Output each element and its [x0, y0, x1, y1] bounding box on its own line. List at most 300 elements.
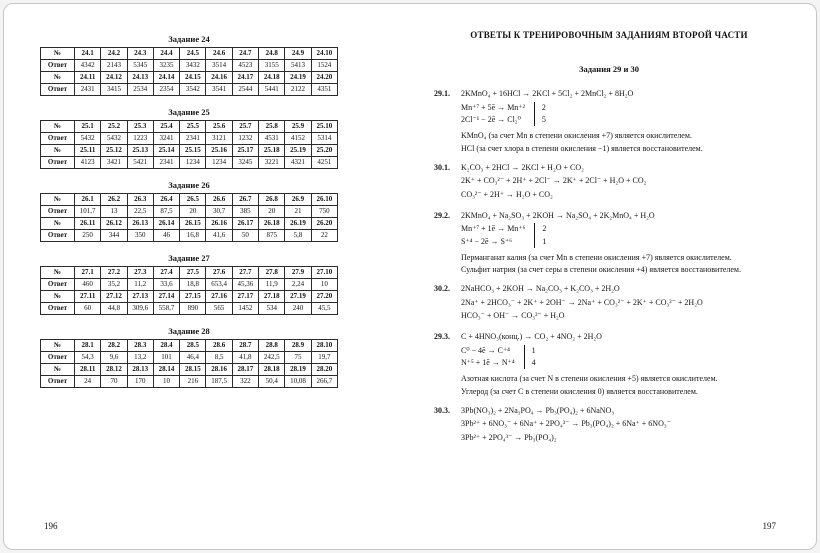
task-number-cell: 24.8 — [259, 48, 285, 60]
answer-cell: 1232 — [232, 133, 258, 145]
task-number-cell: 25.9 — [285, 121, 311, 133]
answer-cell: 653,4 — [206, 279, 232, 291]
problem-number: 29.3. — [434, 332, 450, 342]
answer-cell: 101,7 — [75, 206, 101, 218]
task-number-cell: 26.9 — [285, 194, 311, 206]
answer-cell: 350 — [127, 230, 153, 242]
half-reaction: S⁺⁴ − 2ē → S⁺⁶ — [461, 236, 512, 246]
answer-cell: 3245 — [232, 157, 258, 169]
explanation-text: Углерод (за счет C в степени окисления 0) является восстановителем. — [461, 386, 698, 396]
chemical-equation: C + 4HNO₃(конц.) → CO₂ + 4NO₂ + 2H₂O — [461, 332, 602, 342]
answer-cell: 46 — [153, 230, 179, 242]
task-number-cell: 28.17 — [232, 364, 258, 376]
answer-cell: 3415 — [101, 84, 127, 96]
task-number-cell: 27.6 — [206, 267, 232, 279]
explanation-text: Азотная кислота (за счет N в степени окисления +5) является окислителем. — [461, 374, 718, 384]
answer-cell: 4321 — [285, 157, 311, 169]
answer-cell: 344 — [101, 230, 127, 242]
answer-cell: 5432 — [75, 133, 101, 145]
half-reaction: Mn⁺⁷ + 5ē → Mn⁺² — [461, 102, 525, 112]
answer-cell: 5,8 — [285, 230, 311, 242]
task-number-cell: 25.4 — [153, 121, 179, 133]
answer-cell: 22,5 — [127, 206, 153, 218]
problem-body — [461, 331, 784, 398]
task-number-cell: 28.2 — [101, 340, 127, 352]
answer-table — [40, 193, 338, 242]
task-number-cell: 25.5 — [180, 121, 206, 133]
table-row — [41, 340, 338, 352]
task-number-cell: 25.18 — [259, 145, 285, 157]
answer-cell: 54,3 — [75, 352, 101, 364]
task-number-cell: 27.5 — [180, 267, 206, 279]
answer-cell: 4152 — [285, 133, 311, 145]
task-number-cell: 25.15 — [180, 145, 206, 157]
answer-cell: 70 — [101, 376, 127, 388]
answer-cell: 8,5 — [206, 352, 232, 364]
explanation-text: Перманганат калия (за счет Mn в степени окисления +7) является окислителем. — [461, 252, 732, 262]
task-number-cell: 28.18 — [259, 364, 285, 376]
explanation-text: HCl (за счет хлора в степени окисления −1) является восстановителем. — [461, 143, 703, 153]
task-number-cell: 24.1 — [75, 48, 101, 60]
table-row — [41, 48, 338, 60]
answer-cell: 1234 — [180, 157, 206, 169]
answer-cell: 250 — [75, 230, 101, 242]
row-label: № — [41, 194, 75, 206]
answer-cell: 534 — [259, 303, 285, 315]
task-number-cell: 28.15 — [180, 364, 206, 376]
problem-number: 30.2. — [434, 284, 450, 294]
answer-cell: 309,6 — [127, 303, 153, 315]
task-number-cell: 26.4 — [153, 194, 179, 206]
row-label: Ответ — [41, 230, 75, 242]
answer-cell: 3514 — [206, 60, 232, 72]
page-number-right: 197 — [762, 521, 776, 531]
problem-body — [461, 210, 784, 277]
answer-cell: 1452 — [232, 303, 258, 315]
table-row — [41, 133, 338, 145]
table-row — [41, 60, 338, 72]
problem — [434, 405, 784, 446]
answer-cell: 2341 — [180, 133, 206, 145]
task-number-cell: 27.1 — [75, 267, 101, 279]
task-number-cell: 26.11 — [75, 218, 101, 230]
answer-cell: 3155 — [259, 60, 285, 72]
chemical-equation: CO₃²⁻ + 2H⁺ → H₂O + CO₂ — [461, 189, 553, 199]
table-row — [41, 291, 338, 303]
half-reaction: N⁺⁵ + 1ē → N⁺⁴ — [461, 358, 515, 368]
table-row — [41, 230, 338, 242]
answer-table — [40, 266, 338, 315]
answer-table — [40, 339, 338, 388]
answer-cell: 18,8 — [180, 279, 206, 291]
explanation-text: Сульфит натрия (за счет серы в степени окисления +4) является восстановителем. — [461, 265, 741, 275]
task-number-cell: 24.10 — [311, 48, 337, 60]
answer-cell: 750 — [311, 206, 337, 218]
task-number-cell: 26.10 — [311, 194, 337, 206]
answer-cell: 216 — [180, 376, 206, 388]
table-row — [41, 279, 338, 291]
answer-cell: 385 — [232, 206, 258, 218]
task-number-cell: 24.15 — [180, 72, 206, 84]
task-number-cell: 25.17 — [232, 145, 258, 157]
row-label: № — [41, 267, 75, 279]
balance-multipliers — [525, 345, 536, 370]
task-number-cell: 24.4 — [153, 48, 179, 60]
answer-cell: 2544 — [232, 84, 258, 96]
answer-cell: 10 — [311, 279, 337, 291]
answer-cell: 20 — [259, 206, 285, 218]
table-row — [41, 303, 338, 315]
task-number-cell: 28.9 — [285, 340, 311, 352]
task-number-cell: 25.20 — [311, 145, 337, 157]
task-number-cell: 28.10 — [311, 340, 337, 352]
answer-cell: 20 — [180, 206, 206, 218]
multiplier: 1 — [531, 345, 536, 355]
half-reactions-block — [461, 223, 784, 248]
answer-cell: 50,4 — [259, 376, 285, 388]
task-number-cell: 28.11 — [75, 364, 101, 376]
task-number-cell: 28.13 — [127, 364, 153, 376]
chemical-equation: 3Pb²⁺ + 2PO₄³⁻ → Pb₃(PO₄)₂ — [461, 433, 557, 442]
table-row — [41, 84, 338, 96]
answer-cell: 266,7 — [311, 376, 337, 388]
answer-cell: 3541 — [206, 84, 232, 96]
answer-cell: 5314 — [311, 133, 337, 145]
problem-number: 30.1. — [434, 162, 450, 172]
task-number-cell: 26.7 — [232, 194, 258, 206]
multiplier: 4 — [531, 358, 536, 368]
answer-cell: 41,6 — [206, 230, 232, 242]
answer-cell: 2534 — [127, 84, 153, 96]
answer-cell: 75 — [285, 352, 311, 364]
answer-cell: 16,8 — [180, 230, 206, 242]
task-number-cell: 27.2 — [101, 267, 127, 279]
answer-cell: 5413 — [285, 60, 311, 72]
answer-cell: 187,5 — [206, 376, 232, 388]
half-reaction-equations — [461, 345, 525, 370]
answer-cell: 3542 — [180, 84, 206, 96]
answer-cell: 11,9 — [259, 279, 285, 291]
answer-cell: 1223 — [127, 133, 153, 145]
table-row — [41, 194, 338, 206]
task-number-cell: 25.12 — [101, 145, 127, 157]
problem — [434, 88, 784, 155]
task-number-cell: 26.6 — [206, 194, 232, 206]
answer-cell: 44,8 — [101, 303, 127, 315]
answer-cell: 10 — [153, 376, 179, 388]
task-number-cell: 26.17 — [232, 218, 258, 230]
row-label: Ответ — [41, 303, 75, 315]
problem-number: 29.2. — [434, 210, 450, 220]
answer-cell: 4123 — [75, 157, 101, 169]
answer-cell: 890 — [180, 303, 206, 315]
task-number-cell: 27.9 — [285, 267, 311, 279]
problem-body — [461, 162, 784, 203]
task-number-cell: 24.6 — [206, 48, 232, 60]
chemical-equation: 2KMnO₄ + 16HCl → 2KCl + 5Cl₂ + 2MnCl₂ + 8H₂O — [461, 89, 634, 98]
answer-cell: 3432 — [180, 60, 206, 72]
task-number-cell: 27.10 — [311, 267, 337, 279]
subsection-header: Задания 29 и 30 — [579, 64, 639, 74]
task-number-cell: 28.1 — [75, 340, 101, 352]
chemical-equation: 3Pb²⁺ + 6NO₃⁻ + 6Na⁺ + 2PO₄³⁻ → Pb₃(PO₄)₂ + 6Na⁺ + 6NO₃⁻ — [461, 419, 671, 429]
task-number-cell: 27.7 — [232, 267, 258, 279]
chemical-equation: 2K⁺ + CO₃²⁻ + 2H⁺ + 2Cl⁻ → 2K⁺ + 2Cl⁻ + H₂O + CO₂ — [461, 176, 647, 186]
table-row — [41, 206, 338, 218]
problem-body — [461, 88, 784, 155]
answer-cell: 41,8 — [232, 352, 258, 364]
table-row — [41, 352, 338, 364]
page-right — [434, 4, 784, 551]
answer-cell: 4531 — [259, 133, 285, 145]
page-number-left: 196 — [44, 521, 58, 531]
half-reaction: 2Cl⁻¹ − 2ē → Cl₂⁰ — [461, 114, 521, 124]
table-row — [41, 72, 338, 84]
answer-cell: 4342 — [75, 60, 101, 72]
task-number-cell: 27.3 — [127, 267, 153, 279]
problem — [434, 210, 784, 277]
answer-cell: 60 — [75, 303, 101, 315]
row-label: № — [41, 145, 75, 157]
multiplier: 2 — [542, 224, 547, 234]
answer-cell: 3221 — [259, 157, 285, 169]
answer-cell: 2354 — [153, 84, 179, 96]
task-number-cell: 25.8 — [259, 121, 285, 133]
answer-cell: 35,2 — [101, 279, 127, 291]
row-label: Ответ — [41, 376, 75, 388]
answer-cell: 170 — [127, 376, 153, 388]
task-number-cell: 25.11 — [75, 145, 101, 157]
task-number-cell: 24.19 — [285, 72, 311, 84]
task-number-cell: 27.4 — [153, 267, 179, 279]
answer-cell: 24 — [75, 376, 101, 388]
multiplier: 2 — [541, 102, 546, 112]
answer-table-section — [40, 107, 380, 169]
answer-cell: 46,4 — [180, 352, 206, 364]
row-label: Ответ — [41, 279, 75, 291]
task-number-cell: 26.2 — [101, 194, 127, 206]
task-number-cell: 25.13 — [127, 145, 153, 157]
problems-list — [434, 88, 784, 446]
answer-cell: 2431 — [75, 84, 101, 96]
answer-cell: 2,24 — [285, 279, 311, 291]
task-number-cell: 27.19 — [285, 291, 311, 303]
task-number-cell: 27.17 — [232, 291, 258, 303]
task-number-cell: 25.1 — [75, 121, 101, 133]
answer-cell: 22 — [311, 230, 337, 242]
table-row — [41, 157, 338, 169]
task-number-cell: 28.8 — [259, 340, 285, 352]
table-title: Задание 24 — [168, 34, 210, 44]
row-label: № — [41, 121, 75, 133]
answer-cell: 2143 — [101, 60, 127, 72]
task-number-cell: 27.11 — [75, 291, 101, 303]
task-number-cell: 24.9 — [285, 48, 311, 60]
answer-cell: 101 — [153, 352, 179, 364]
task-number-cell: 24.11 — [75, 72, 101, 84]
answer-cell: 242,5 — [259, 352, 285, 364]
task-number-cell: 25.16 — [206, 145, 232, 157]
answer-cell: 5441 — [259, 84, 285, 96]
task-number-cell: 24.5 — [180, 48, 206, 60]
balance-multipliers — [535, 223, 546, 248]
answer-table-section — [40, 326, 380, 388]
task-number-cell: 27.15 — [180, 291, 206, 303]
answer-cell: 4523 — [232, 60, 258, 72]
answer-cell: 9,6 — [101, 352, 127, 364]
row-label: № — [41, 340, 75, 352]
table-title: Задание 26 — [168, 180, 210, 190]
problem — [434, 331, 784, 398]
table-row — [41, 267, 338, 279]
task-number-cell: 26.8 — [259, 194, 285, 206]
answer-cell: 87,5 — [153, 206, 179, 218]
task-number-cell: 24.14 — [153, 72, 179, 84]
chemical-equation: 2KMnO₄ + Na₂SO₃ + 2KOH → Na₂SO₄ + 2K₂MnO₄ + H₂O — [461, 210, 655, 220]
half-reaction: Mn⁺⁷ + 1ē → Mn⁺⁶ — [461, 224, 526, 234]
task-number-cell: 25.3 — [127, 121, 153, 133]
answer-cell: 1234 — [206, 157, 232, 169]
answer-cell: 33,6 — [153, 279, 179, 291]
task-number-cell: 28.5 — [180, 340, 206, 352]
answer-cell: 4251 — [311, 157, 337, 169]
row-label: № — [41, 364, 75, 376]
answer-cell: 3241 — [153, 133, 179, 145]
row-label: № — [41, 72, 75, 84]
answer-table-section — [40, 253, 380, 315]
row-label: Ответ — [41, 157, 75, 169]
task-number-cell: 28.19 — [285, 364, 311, 376]
book-spread-frame — [3, 3, 817, 550]
half-reaction-equations — [461, 102, 535, 127]
task-number-cell: 24.2 — [101, 48, 127, 60]
task-number-cell: 24.20 — [311, 72, 337, 84]
task-number-cell: 26.12 — [101, 218, 127, 230]
task-number-cell: 27.16 — [206, 291, 232, 303]
task-number-cell: 26.20 — [311, 218, 337, 230]
answer-cell: 875 — [259, 230, 285, 242]
explanation-text: KMnO₄ (за счет Mn в степени окисления +7) является окислителем. — [461, 131, 692, 141]
answer-cell: 1524 — [311, 60, 337, 72]
task-number-cell: 28.16 — [206, 364, 232, 376]
answer-table-section — [40, 180, 380, 242]
answer-cell: 50 — [232, 230, 258, 242]
task-number-cell: 26.16 — [206, 218, 232, 230]
task-number-cell: 27.14 — [153, 291, 179, 303]
task-number-cell: 28.3 — [127, 340, 153, 352]
answer-cell: 3121 — [206, 133, 232, 145]
row-label: № — [41, 48, 75, 60]
chemical-equation: 3Pb(NO₃)₂ + 2Na₃PO₄ → Pb₃(PO₄)₂ + 6NaNO₃ — [461, 405, 615, 415]
table-row — [41, 364, 338, 376]
answer-cell: 460 — [75, 279, 101, 291]
table-row — [41, 376, 338, 388]
answer-tables — [40, 34, 380, 388]
task-number-cell: 26.18 — [259, 218, 285, 230]
answer-cell: 11,2 — [127, 279, 153, 291]
task-number-cell: 26.3 — [127, 194, 153, 206]
task-number-cell: 25.6 — [206, 121, 232, 133]
task-number-cell: 28.4 — [153, 340, 179, 352]
task-number-cell: 24.17 — [232, 72, 258, 84]
multiplier: 5 — [541, 114, 546, 124]
row-label: Ответ — [41, 60, 75, 72]
task-number-cell: 28.12 — [101, 364, 127, 376]
answer-cell: 21 — [285, 206, 311, 218]
answer-cell: 45,5 — [311, 303, 337, 315]
task-number-cell: 27.12 — [101, 291, 127, 303]
answer-cell: 5421 — [127, 157, 153, 169]
answer-cell: 2341 — [153, 157, 179, 169]
answer-cell: 4351 — [311, 84, 337, 96]
task-number-cell: 25.14 — [153, 145, 179, 157]
balance-multipliers — [535, 102, 546, 127]
answer-cell: 2122 — [285, 84, 311, 96]
task-number-cell: 24.12 — [101, 72, 127, 84]
answer-cell: 558,7 — [153, 303, 179, 315]
chemical-equation: K₂CO₃ + 2HCl → 2KCl + H₂O + CO₂ — [461, 162, 584, 172]
answer-cell: 19,7 — [311, 352, 337, 364]
answer-cell: 5432 — [101, 133, 127, 145]
task-number-cell: 25.2 — [101, 121, 127, 133]
problem — [434, 283, 784, 324]
multiplier: 1 — [542, 236, 547, 246]
answer-cell: 13,2 — [127, 352, 153, 364]
task-number-cell: 28.14 — [153, 364, 179, 376]
chemical-equation: HCO₃⁻ + OH⁻ → CO₃²⁻ + H₂O — [461, 311, 565, 321]
answer-table — [40, 47, 338, 96]
task-number-cell: 25.10 — [311, 121, 337, 133]
task-number-cell: 27.20 — [311, 291, 337, 303]
problem-body — [461, 405, 784, 446]
task-number-cell: 24.3 — [127, 48, 153, 60]
problem-number: 30.3. — [434, 405, 450, 415]
table-row — [41, 145, 338, 157]
table-row — [41, 218, 338, 230]
answer-cell: 13 — [101, 206, 127, 218]
task-number-cell: 28.6 — [206, 340, 232, 352]
half-reactions-block — [461, 345, 784, 370]
chemical-equation: 2Na⁺ + 2HCO₃⁻ + 2K⁺ + 2OH⁻ → 2Na⁺ + CO₃²⁻ + 2K⁺ + CO₃²⁻ + 2H₂O — [461, 297, 703, 307]
half-reaction-equations — [461, 223, 535, 248]
answer-cell: 565 — [206, 303, 232, 315]
task-number-cell: 27.18 — [259, 291, 285, 303]
table-row — [41, 121, 338, 133]
answer-cell: 10,08 — [285, 376, 311, 388]
task-number-cell: 24.18 — [259, 72, 285, 84]
task-number-cell: 26.14 — [153, 218, 179, 230]
task-number-cell: 24.13 — [127, 72, 153, 84]
table-title: Задание 25 — [168, 107, 210, 117]
answer-cell: 45,36 — [232, 279, 258, 291]
task-number-cell: 25.19 — [285, 145, 311, 157]
task-number-cell: 24.16 — [206, 72, 232, 84]
problem-number: 29.1. — [434, 89, 450, 98]
answer-cell: 322 — [232, 376, 258, 388]
section-header: ОТВЕТЫ К ТРЕНИРОВОЧНЫМ ЗАДАНИЯМ ВТОРОЙ ЧАСТИ — [470, 30, 748, 40]
task-number-cell: 28.7 — [232, 340, 258, 352]
row-label: № — [41, 291, 75, 303]
row-label: Ответ — [41, 84, 75, 96]
row-label: Ответ — [41, 206, 75, 218]
task-number-cell: 26.1 — [75, 194, 101, 206]
answer-table — [40, 120, 338, 169]
task-number-cell: 26.15 — [180, 218, 206, 230]
row-label: Ответ — [41, 133, 75, 145]
task-number-cell: 28.20 — [311, 364, 337, 376]
row-label: Ответ — [41, 352, 75, 364]
answer-cell: 3235 — [153, 60, 179, 72]
